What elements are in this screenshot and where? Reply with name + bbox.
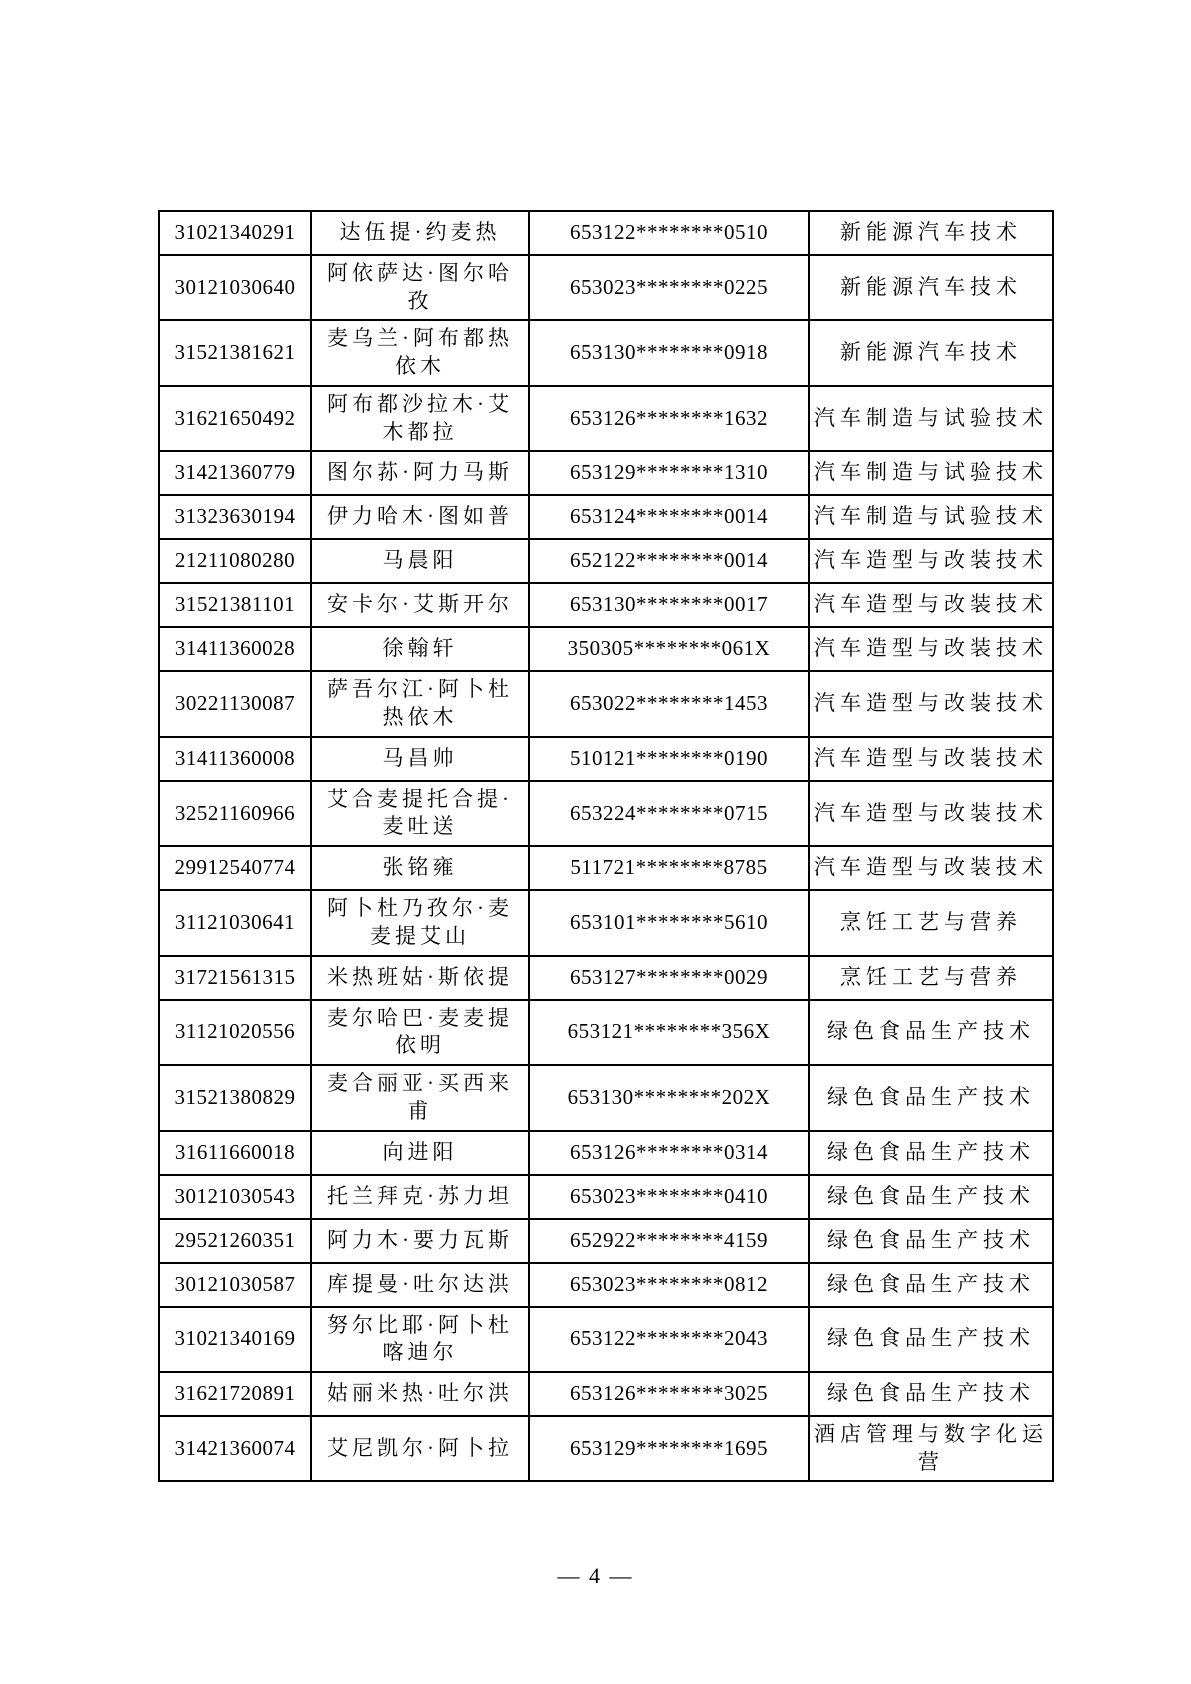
id-number-cell: 653130********0918 xyxy=(529,320,809,385)
name-cell: 图尔荪·阿力马斯 xyxy=(311,451,529,495)
major-cell: 新能源汽车技术 xyxy=(809,320,1053,385)
id-number-cell: 652922********4159 xyxy=(529,1219,809,1263)
table-row xyxy=(159,255,1053,320)
major-cell: 绿色食品生产技术 xyxy=(809,1307,1053,1372)
table-row xyxy=(159,1307,1053,1372)
exam-number-cell: 31611660018 xyxy=(159,1131,311,1175)
exam-number-cell: 30121030587 xyxy=(159,1263,311,1307)
table-row xyxy=(159,737,1053,781)
table-row xyxy=(159,671,1053,736)
major-cell: 汽车造型与改装技术 xyxy=(809,846,1053,890)
id-number-cell: 653022********1453 xyxy=(529,671,809,736)
major-cell: 绿色食品生产技术 xyxy=(809,1263,1053,1307)
exam-number-cell: 29521260351 xyxy=(159,1219,311,1263)
id-number-cell: 350305********061X xyxy=(529,627,809,671)
id-number-cell: 653122********0510 xyxy=(529,211,809,255)
exam-number-cell: 31621650492 xyxy=(159,386,311,451)
id-number-cell: 653023********0410 xyxy=(529,1175,809,1219)
name-cell: 努尔比耶·阿卜杜喀迪尔 xyxy=(311,1307,529,1372)
major-cell: 新能源汽车技术 xyxy=(809,255,1053,320)
name-cell: 阿布都沙拉木·艾木都拉 xyxy=(311,386,529,451)
id-number-cell: 652122********0014 xyxy=(529,539,809,583)
exam-number-cell: 31421360074 xyxy=(159,1416,311,1481)
id-number-cell: 510121********0190 xyxy=(529,737,809,781)
id-number-cell: 653129********1310 xyxy=(529,451,809,495)
name-cell: 向进阳 xyxy=(311,1131,529,1175)
table-row xyxy=(159,583,1053,627)
name-cell: 阿力木·要力瓦斯 xyxy=(311,1219,529,1263)
name-cell: 麦乌兰·阿布都热依木 xyxy=(311,320,529,385)
major-cell: 绿色食品生产技术 xyxy=(809,1219,1053,1263)
id-number-cell: 653224********0715 xyxy=(529,781,809,846)
table-row xyxy=(159,495,1053,539)
major-cell: 汽车制造与试验技术 xyxy=(809,451,1053,495)
major-cell: 绿色食品生产技术 xyxy=(809,1065,1053,1130)
exam-number-cell: 29912540774 xyxy=(159,846,311,890)
name-cell: 姑丽米热·吐尔洪 xyxy=(311,1372,529,1416)
name-cell: 阿卜杜乃孜尔·麦麦提艾山 xyxy=(311,890,529,955)
name-cell: 伊力哈木·图如普 xyxy=(311,495,529,539)
table-row xyxy=(159,1263,1053,1307)
major-cell: 汽车造型与改装技术 xyxy=(809,583,1053,627)
name-cell: 萨吾尔江·阿卜杜热依木 xyxy=(311,671,529,736)
exam-number-cell: 31121030641 xyxy=(159,890,311,955)
exam-number-cell: 31323630194 xyxy=(159,495,311,539)
id-number-cell: 653122********2043 xyxy=(529,1307,809,1372)
exam-number-cell: 30221130087 xyxy=(159,671,311,736)
exam-number-cell: 21211080280 xyxy=(159,539,311,583)
table-row xyxy=(159,1131,1053,1175)
table-row xyxy=(159,1000,1053,1065)
major-cell: 汽车造型与改装技术 xyxy=(809,781,1053,846)
table-row xyxy=(159,451,1053,495)
table-row xyxy=(159,320,1053,385)
exam-number-cell: 31521381101 xyxy=(159,583,311,627)
id-number-cell: 653130********0017 xyxy=(529,583,809,627)
major-cell: 酒店管理与数字化运营 xyxy=(809,1416,1053,1481)
exam-number-cell: 31021340169 xyxy=(159,1307,311,1372)
id-number-cell: 653126********3025 xyxy=(529,1372,809,1416)
exam-number-cell: 30121030543 xyxy=(159,1175,311,1219)
name-cell: 麦合丽亚·买西来甫 xyxy=(311,1065,529,1130)
id-number-cell: 653126********1632 xyxy=(529,386,809,451)
name-cell: 达伍提·约麦热 xyxy=(311,211,529,255)
name-cell: 麦尔哈巴·麦麦提依明 xyxy=(311,1000,529,1065)
id-number-cell: 653101********5610 xyxy=(529,890,809,955)
exam-number-cell: 31021340291 xyxy=(159,211,311,255)
exam-number-cell: 31411360028 xyxy=(159,627,311,671)
major-cell: 绿色食品生产技术 xyxy=(809,1372,1053,1416)
exam-number-cell: 32521160966 xyxy=(159,781,311,846)
major-cell: 烹饪工艺与营养 xyxy=(809,956,1053,1000)
id-number-cell: 511721********8785 xyxy=(529,846,809,890)
id-number-cell: 653121********356X xyxy=(529,1000,809,1065)
table-row xyxy=(159,539,1053,583)
major-cell: 汽车制造与试验技术 xyxy=(809,386,1053,451)
name-cell: 安卡尔·艾斯开尔 xyxy=(311,583,529,627)
name-cell: 马晨阳 xyxy=(311,539,529,583)
exam-number-cell: 31621720891 xyxy=(159,1372,311,1416)
exam-number-cell: 31411360008 xyxy=(159,737,311,781)
major-cell: 汽车造型与改装技术 xyxy=(809,737,1053,781)
major-cell: 新能源汽车技术 xyxy=(809,211,1053,255)
table-row xyxy=(159,211,1053,255)
table-row xyxy=(159,1175,1053,1219)
major-cell: 绿色食品生产技术 xyxy=(809,1131,1053,1175)
major-cell: 绿色食品生产技术 xyxy=(809,1175,1053,1219)
exam-number-cell: 31421360779 xyxy=(159,451,311,495)
table-row xyxy=(159,1065,1053,1130)
id-number-cell: 653023********0225 xyxy=(529,255,809,320)
table-row xyxy=(159,627,1053,671)
name-cell: 艾尼凯尔·阿卜拉 xyxy=(311,1416,529,1481)
name-cell: 米热班姑·斯依提 xyxy=(311,956,529,1000)
name-cell: 张铭雍 xyxy=(311,846,529,890)
table-body xyxy=(159,211,1053,1481)
page-number: — 4 — xyxy=(557,1563,634,1588)
major-cell: 汽车制造与试验技术 xyxy=(809,495,1053,539)
table-row xyxy=(159,781,1053,846)
table-row xyxy=(159,956,1053,1000)
id-number-cell: 653130********202X xyxy=(529,1065,809,1130)
id-number-cell: 653023********0812 xyxy=(529,1263,809,1307)
major-cell: 汽车造型与改装技术 xyxy=(809,539,1053,583)
major-cell: 绿色食品生产技术 xyxy=(809,1000,1053,1065)
exam-number-cell: 31521381621 xyxy=(159,320,311,385)
id-number-cell: 653124********0014 xyxy=(529,495,809,539)
exam-number-cell: 30121030640 xyxy=(159,255,311,320)
exam-number-cell: 31121020556 xyxy=(159,1000,311,1065)
table-row xyxy=(159,1219,1053,1263)
name-cell: 艾合麦提托合提·麦吐送 xyxy=(311,781,529,846)
id-number-cell: 653127********0029 xyxy=(529,956,809,1000)
name-cell: 阿依萨达·图尔哈孜 xyxy=(311,255,529,320)
id-number-cell: 653126********0314 xyxy=(529,1131,809,1175)
table-row xyxy=(159,890,1053,955)
exam-number-cell: 31721561315 xyxy=(159,956,311,1000)
table-row xyxy=(159,1416,1053,1481)
major-cell: 汽车造型与改装技术 xyxy=(809,627,1053,671)
name-cell: 徐翰轩 xyxy=(311,627,529,671)
major-cell: 汽车造型与改装技术 xyxy=(809,671,1053,736)
id-number-cell: 653129********1695 xyxy=(529,1416,809,1481)
name-cell: 库提曼·吐尔达洪 xyxy=(311,1263,529,1307)
admission-roster-table xyxy=(158,210,1054,1482)
table-row xyxy=(159,1372,1053,1416)
name-cell: 托兰拜克·苏力坦 xyxy=(311,1175,529,1219)
major-cell: 烹饪工艺与营养 xyxy=(809,890,1053,955)
name-cell: 马昌帅 xyxy=(311,737,529,781)
exam-number-cell: 31521380829 xyxy=(159,1065,311,1130)
table-row xyxy=(159,846,1053,890)
table-row xyxy=(159,386,1053,451)
